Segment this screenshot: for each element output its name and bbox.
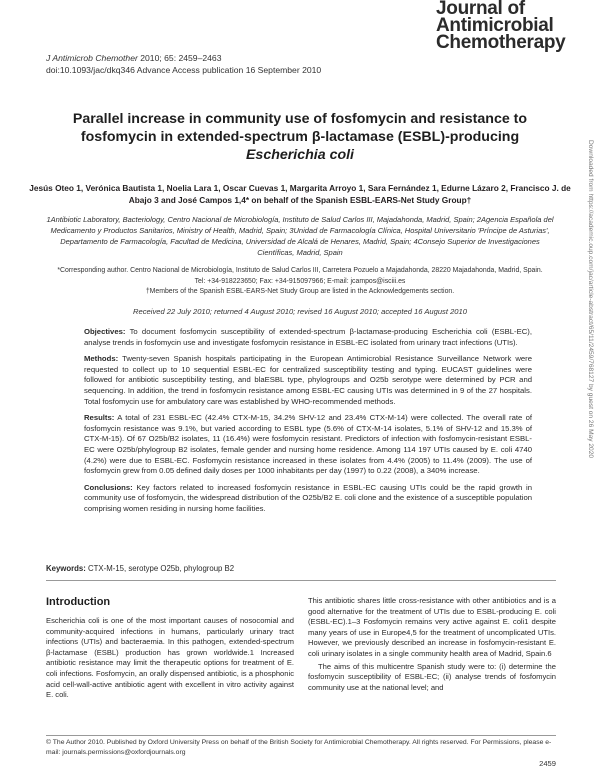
- citation-volume-pages: 2010; 65: 2459–2463: [137, 53, 222, 63]
- corresponding-author: *Corresponding author. Centro Nacional de Microbiología, Instituto de Salud Carlos III, Carretera Pozuelo a Majadahonda, 28220 Majadahonda, Madrid, Spain. Tel: +34-918223650; Fax: +34-915097966; E-mail: jcampos@isciii.es: [57, 267, 543, 285]
- article-title: [60, 110, 540, 164]
- introduction-right-column: [308, 596, 556, 693]
- title-species: Escherichia coli: [245, 147, 355, 163]
- download-note: Downloaded from https://academic.oup.com/jac/article-abstract/65/11/2459/768127 by guest on 26 May 2020: [587, 140, 594, 459]
- introduction-left-column: Escherichia coli is one of the most important causes of nosocomial and community-acquired infections in humans, particularly urinary tract infections (UTIs) and bacteraemia. In this pathogen, extended-spectrum β-lactamase (ESBL) production has grown worldwide.1 Increased antibiotic resistance may limit the therapeutic options for treatment of E. coli infections. Fosfomycin, an orally dispensed antibiotic, is a phosphonic acid cell-wall-active antibiotic agent with excellent in vitro activity against E. coli.: [46, 616, 294, 700]
- abstract-results: [84, 413, 532, 477]
- abstract-conclusions: [84, 483, 532, 515]
- logo-line-3: Chemotherapy: [436, 32, 566, 53]
- conclusions-label: Conclusions:: [84, 482, 133, 492]
- abstract: [84, 327, 532, 521]
- abstract-objectives: [84, 327, 532, 348]
- received-dates: Received 22 July 2010; returned 4 August 2010; revised 16 August 2010; accepted 16 August 2010: [133, 307, 467, 316]
- methods-text: Twenty-seven Spanish hospitals participating in the European Antimicrobial Resistance Surveillance Network were requested to collect up to 10 sequential ESBL-EC for centralized susceptibility testing and typing. EUCAST guidelines were followed for antibiotic susceptibility testing, and blaESBL type, phylogroups and O25b serotype were determined by PCR and sequencing. In addition, the trend in fosfomycin resistance among ESBL-EC causing UTIs was determined in 9 of the 27 hospitals. Total fosfomycin use for ambulatory care was established by WHO-recommended methods.: [84, 354, 532, 406]
- objectives-label: Objectives:: [84, 327, 126, 336]
- intro-right-paragraph-2: The aims of this multicentre Spanish study were to: (i) determine the fosfomycin susceptibility of ESBL-EC; (ii) analyse trends of fosfomycin community use at the national level; and: [308, 661, 556, 692]
- logo-line-1: Journal of: [436, 0, 525, 19]
- citation-doi: doi:10.1093/jac/dkq346 Advance Access publication 16 September 2010: [46, 65, 322, 75]
- members-note: †Members of the Spanish ESBL-EARS-Net Study Group are listed in the Acknowledgements section.: [145, 288, 455, 295]
- title-main: Parallel increase in community use of fosfomycin and resistance to fosfomycin in extended-spectrum β-lactamase (ESBL)-producing: [72, 111, 528, 145]
- footer-divider: [46, 735, 556, 736]
- keywords-label: Keywords:: [46, 564, 86, 573]
- keywords-text: CTX-M-15, serotype O25b, phylogroup B2: [85, 564, 235, 573]
- methods-label: Methods:: [84, 354, 119, 364]
- section-divider: [46, 580, 556, 581]
- copyright-notice: © The Author 2010. Published by Oxford University Press on behalf of the British Society for Antimicrobial Chemotherapy. All rights reserved. For Permissions, please e-mail: journals.permissions@oxfordjournals.org: [46, 739, 552, 756]
- results-text: A total of 231 ESBL-EC (42.4% CTX-M-15, 34.2% SHV-12 and 23.4% CTX-M-14) were collected. The overall rate of fosfomycin resistance was 9.1%, but varied according to ESBL type (5.6% of CTX-M-14 isolates, 5.1% of SHV-12 and 15.3% of CTX-M-15). Of 67 O25b/B2 isolates, 11 (16.4%) were fosfomycin resistant. Predictors of infection with fosfomycin-resistant ESBL-EC were O25b/phylogroup B2 isolates, female gender and nursing home residence. Among 114 197 UTIs caused by E. coli 4740 (4.2%) were due to ESBL-EC. Fosfomycin resistance increased in these isolates from 4.4% (2005) to 11.4% (2009). The use of fosfomycin grew from 0.05 defined daily doses per 1000 inhabitants per day (1997) to 0.22 (2008), a 340% increase.: [84, 413, 532, 476]
- author-list: Jesús Oteo 1, Verónica Bautista 1, Noelia Lara 1, Oscar Cuevas 1, Margarita Arroyo 1, Sara Fernández 1, Edurne Lázaro 2, Francisco J. de Abajo 3 and José Campos 1,4* on behalf of the Spanish ESBL-EARS-Net Study Group†: [29, 183, 571, 205]
- results-label: Results:: [84, 413, 115, 423]
- download-watermark: [584, 140, 594, 640]
- objectives-text: To document fosfomycin susceptibility of extended-spectrum β-lactamase-producing Escherichia coli (ESBL-EC), analyse trends in fosfomycin use and investigate fosfomycin resistance in ESBL-EC isolated from urinary tract infections (UTIs).: [84, 327, 532, 347]
- journal-logo: [436, 0, 586, 51]
- correspondence-block: [56, 266, 544, 298]
- abstract-methods: [84, 354, 532, 407]
- affiliations: 1Antibiotic Laboratory, Bacteriology, Centro Nacional de Microbiología, Instituto de Salud Carlos III, Majadahonda, Madrid, Spain; 2Agencia Española del Medicamento y Productos Sanitarios, Ministry of Health, Madrid, Spain; 3Unidad de Farmacología Clínica, Hospital Universitario 'Príncipe de Asturias', Departamento de Farmacología, Facultad de Medicina, Universidad de Alcalá de Henares, Madrid, Spain; 4Consejo Superior de Investigaciones Científicas, Madrid, Spain: [46, 215, 554, 257]
- keywords: [46, 564, 234, 573]
- citation-block: [46, 52, 321, 76]
- introduction-heading: Introduction: [46, 596, 111, 608]
- logo-line-2: Antimicrobial: [436, 15, 554, 36]
- conclusions-text: Key factors related to increased fosfomycin resistance in ESBL-EC causing UTIs could be the rapid growth in community use of fosfomycin, the widespread distribution of the O25b/B2 E. coli clone and the existence of a susceptible population comprising women residing in nursing home facilities.: [84, 482, 532, 513]
- page-number: 2459: [539, 759, 556, 768]
- citation-journal: J Antimicrob Chemother: [46, 53, 138, 63]
- intro-right-paragraph-1: This antibiotic shares little cross-resistance with other antibiotics and is a good alternative for the treatment of UTIs due to ESBL-producing E. coli (ESBL-EC).1–3 Fosfomycin remains very active against E. coli1 despite many years of use in Europe4,5 for the treatment of uncomplicated UTIs. However, we previously described an increase in fosfomycin-resistant E. coli urinary isolates in a single community health area of Madrid, Spain.6: [308, 596, 556, 658]
